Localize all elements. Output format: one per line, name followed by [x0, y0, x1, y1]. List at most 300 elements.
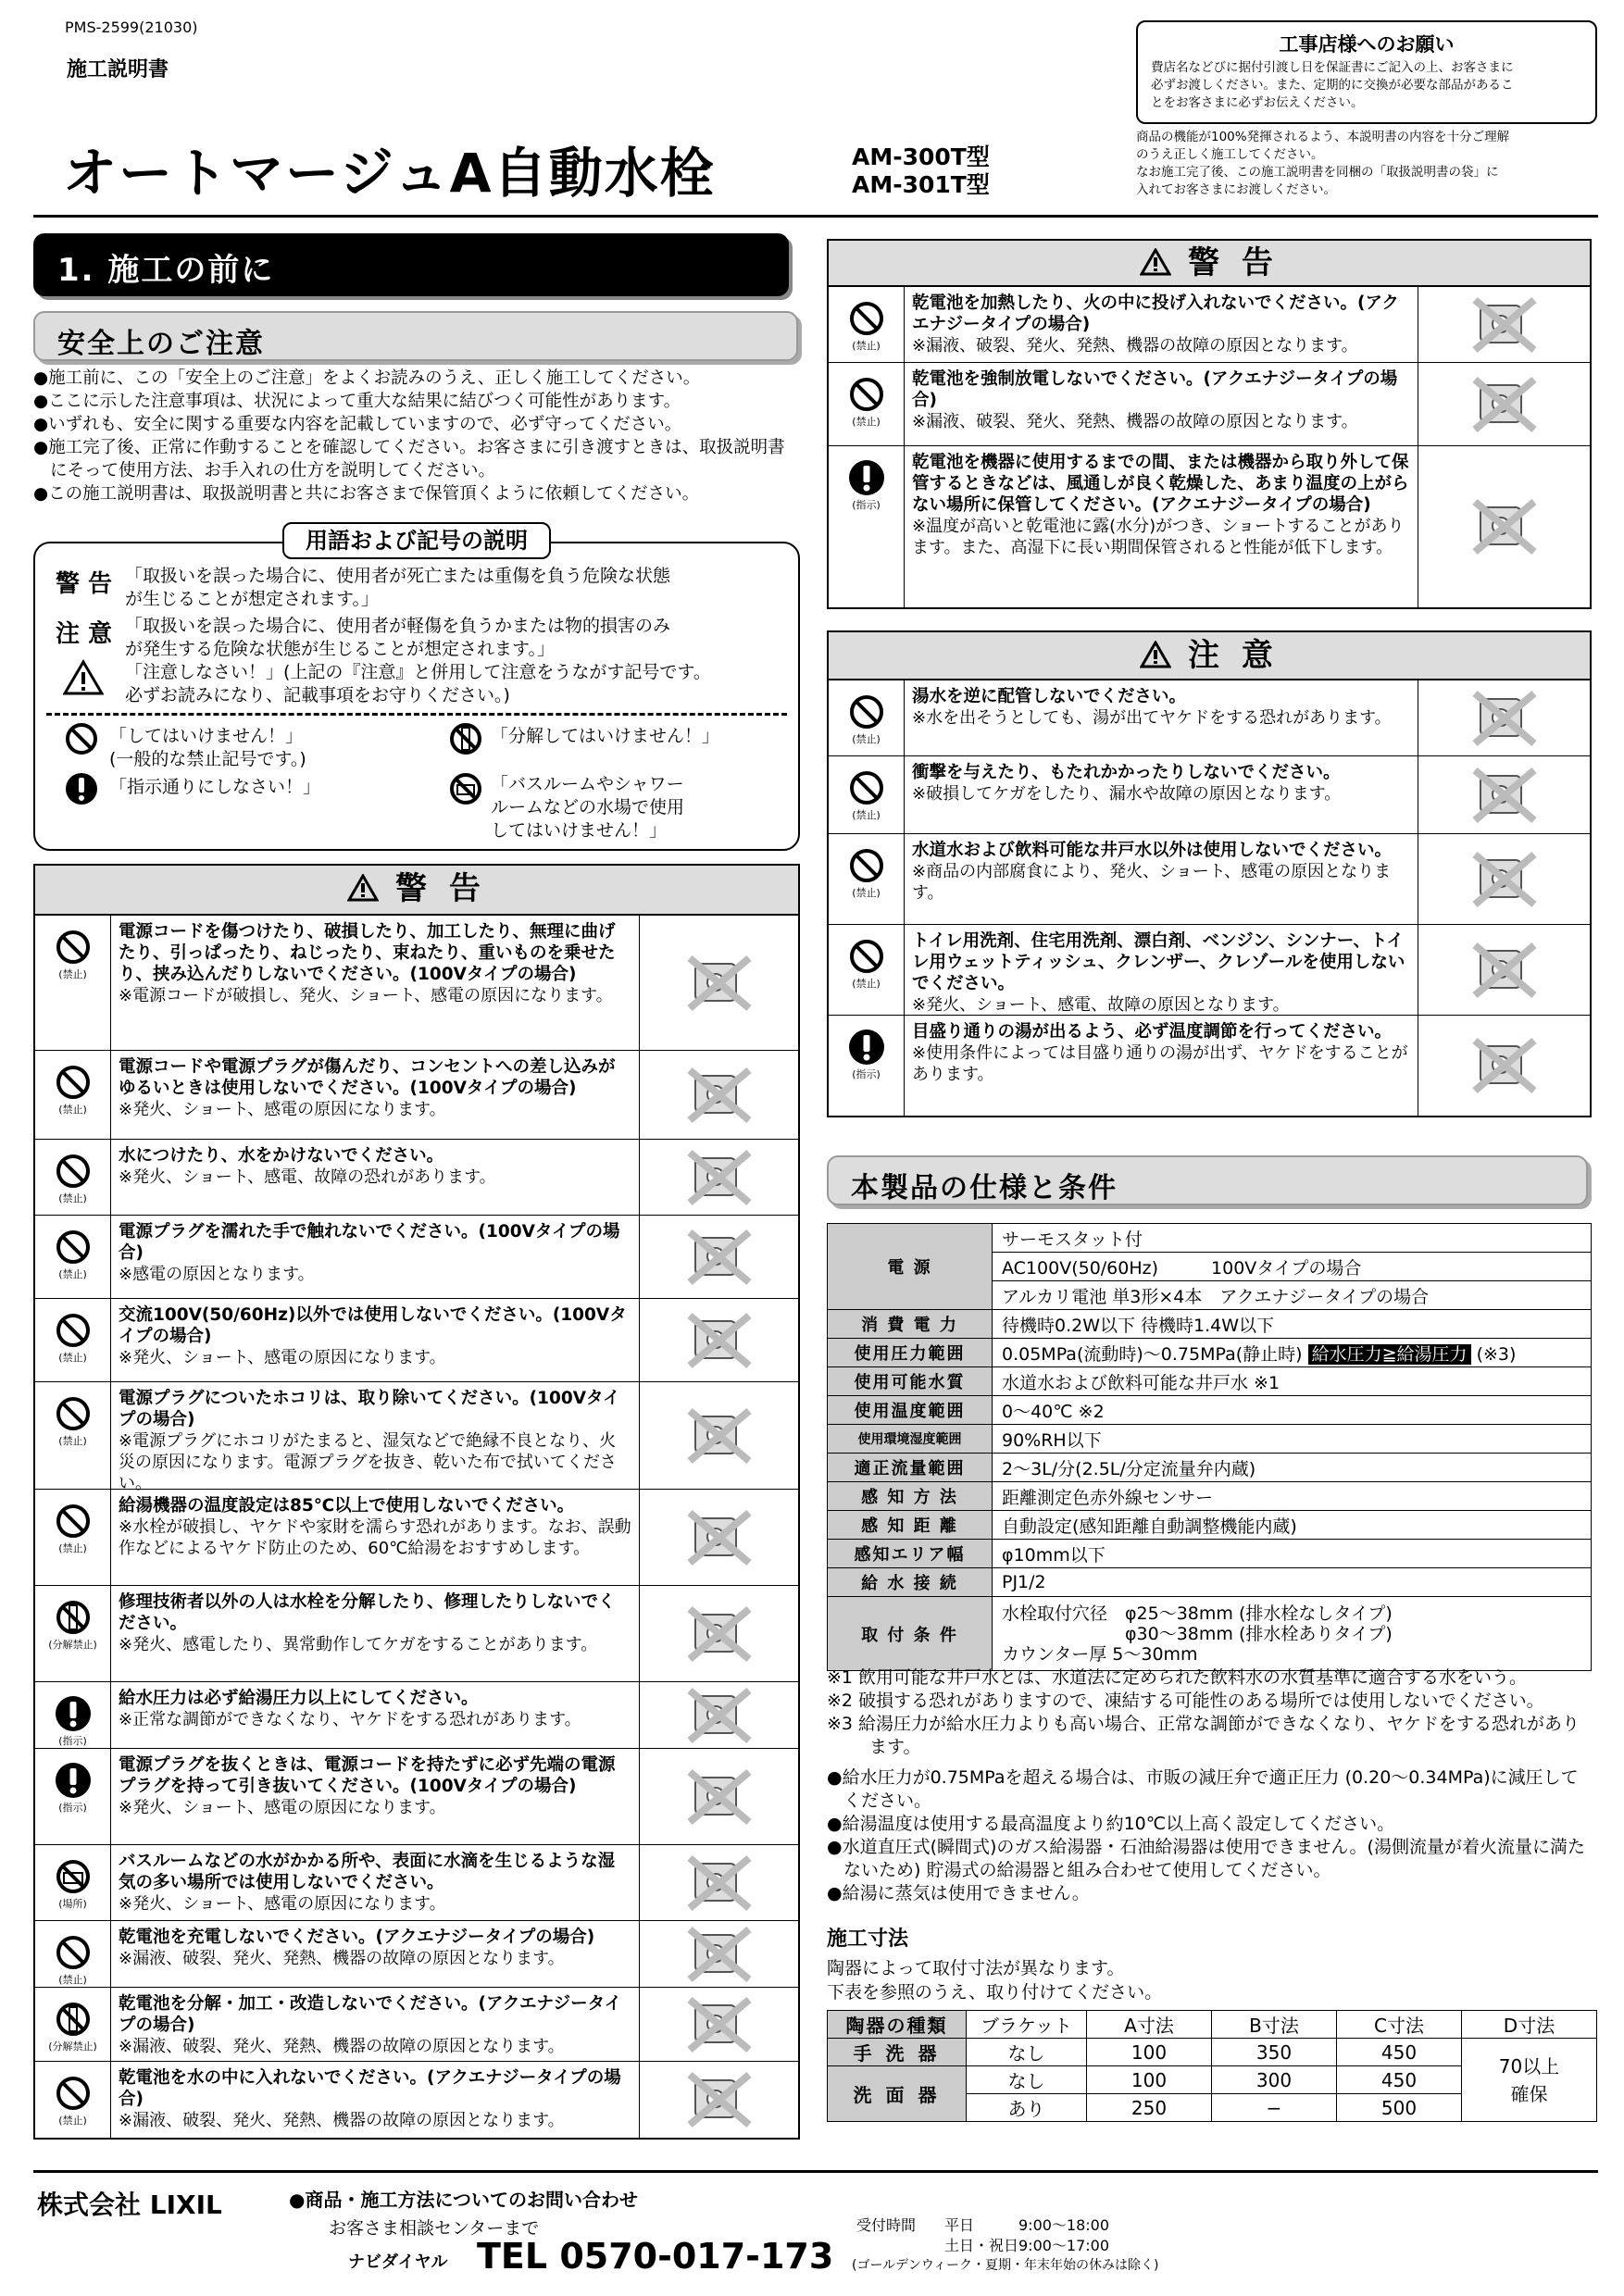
warning-text-cell [905, 446, 1418, 607]
illustration-icon [679, 1063, 760, 1128]
pressure-highlight: 給水圧力≧給湯圧力 [1308, 1344, 1471, 1365]
warning-sub-text: ※発火、ショート、感電の原因になります。 [119, 1348, 446, 1367]
symbol-label: (禁止) [852, 416, 881, 428]
installer-notice-text-2: 商品の機能が100%発揮されるよう、本説明書の内容を十分ご理解 のうえ正しく施工してください。 なお施工完了後、この施工説明書を同梱の「取扱説明書の袋」に 入れてお客さまにお渡しください。 [1136, 130, 1510, 197]
dim-header: B寸法 [1212, 2011, 1337, 2039]
illustration-icon [679, 1922, 760, 1987]
symbol-label: (禁止) [58, 1974, 87, 1986]
caution-heading: 注 意 [1188, 637, 1279, 674]
dimensions-title: 施工寸法 [827, 1928, 909, 1951]
warning-heading: 警 告 [1188, 244, 1279, 281]
warning-sub-text: ※漏液、破裂、発火、発熱、機器の故障の原因となります。 [912, 412, 1358, 431]
hours-weekend: 土日・祝日9:00〜17:00 [944, 2237, 1110, 2254]
warning-text-cell [111, 1490, 639, 1585]
illustration-icon [679, 2067, 760, 2132]
warning-illustration-cell [639, 1682, 798, 1748]
spec-title: 本製品の仕様と条件 [827, 1155, 1588, 1205]
warning-text-cell [111, 2062, 639, 2138]
illustration-icon [679, 1145, 760, 1210]
symbol-cell [35, 916, 111, 1050]
footnote: ※1 飲用可能な井戸水とは、水道法に定められた飲料水の水質基準に適合する水をいう。 [827, 1667, 1528, 1688]
warning-text-cell [905, 925, 1418, 1015]
warning-illustration-cell [639, 2062, 798, 2138]
table-row [828, 1597, 1592, 1671]
caution-triangle-icon [1140, 248, 1171, 276]
dim-cell: 500 [1337, 2094, 1462, 2122]
spec-key: 使用環境湿度範囲 [828, 1425, 993, 1454]
dim-header: D寸法 [1462, 2011, 1597, 2039]
illustration-icon [679, 1683, 760, 1748]
warning-illustration-cell [639, 1921, 798, 1987]
warning-main-text: バスルームなどの水がかかる所や、表面に水滴を生じるような湿気の多い場所では使用しないでください。 [119, 1852, 616, 1892]
illustration-icon [1464, 763, 1545, 828]
illustration-icon [1464, 293, 1545, 357]
spec-value: φ10mm以下 [993, 1540, 1592, 1568]
warning-main-text: 乾電池を水の中に入れないでください。(アクエナジータイプの場合) [119, 2068, 621, 2109]
warning-main-text: 衝撃を与えたり、もたれかかったりしないでください。 [912, 763, 1341, 782]
mount-line: 水栓取付穴径 φ25〜38mm (排水栓なしタイプ) [1002, 1603, 1393, 1624]
list-item: ● 施工完了後、正常に作動することを確認してください。お客さまに引き渡すときは、取扱説明書にそって使用方法、お手入れの仕方を説明してください。 [33, 436, 802, 482]
symbol-cell [829, 925, 905, 1015]
warning-definition: 「取扱いを誤った場合に、使用者が死亡または重傷を負う危険な状態 が生じることが想定されます。」 [125, 566, 671, 609]
disassemble-prohibit-icon [55, 1599, 92, 1636]
dim-d-value: 70以上 確保 [1462, 2039, 1597, 2122]
warning-row [35, 1749, 798, 1845]
inquiry-text: ●商品・施工方法についてのお問い合わせ [289, 2189, 639, 2211]
warning-sub-text: ※発火、ショート、感電、故障の原因となります。 [912, 995, 1290, 1015]
symbol-cell [35, 1586, 111, 1681]
spec-key: 使用温度範囲 [828, 1396, 993, 1425]
warning-illustration-cell [639, 1140, 798, 1215]
dim-cell: 350 [1212, 2039, 1337, 2066]
prohibit-icon [55, 1934, 92, 1971]
warning-text-cell [111, 1921, 639, 1987]
left-warning-table [33, 864, 800, 2140]
warning-row [35, 1140, 798, 1216]
warning-text-cell [111, 916, 639, 1050]
spec-bullet-list [827, 1766, 1595, 1905]
warning-text-cell [111, 1988, 639, 2061]
symbol-cell [35, 1382, 111, 1489]
disassemble-definition: 「分解してはいけません！」 [491, 726, 720, 746]
symbol-label: (禁止) [58, 2115, 87, 2127]
warning-sub-text: ※電源コードが破損し、発火、ショート、感電の原因になります。 [119, 986, 613, 1005]
warning-main-text: 湯水を逆に配管しないでください。 [912, 687, 1187, 706]
dim-header: C寸法 [1337, 2011, 1462, 2039]
warning-text-cell [111, 1299, 639, 1381]
list-item: ● 給湯に蒸気は使用できません。 [827, 1882, 1595, 1905]
warning-text-cell [111, 1682, 639, 1748]
spec-value [993, 1597, 1592, 1671]
spec-value: アルカリ電池 単3形×4本 アクエナジータイプの場合 [993, 1281, 1592, 1310]
disassemble-prohibit-icon [449, 722, 482, 755]
table-row [828, 1367, 1592, 1396]
table-row [828, 1482, 1592, 1511]
caution-triangle-icon [347, 874, 379, 902]
dim-key: 洗 面 器 [828, 2066, 967, 2122]
table-row [828, 1396, 1592, 1425]
warning-sub-text: ※発火、ショート、感電、故障の恐れがあります。 [119, 1167, 496, 1187]
disassemble-prohibit-icon [55, 2001, 92, 2038]
safety-bullet-list [33, 367, 802, 505]
company-name: 株式会社 LIXIL [37, 2190, 222, 2220]
warning-sub-text: ※使用条件によっては目盛り通りの湯が出ず、ヤケドをすることがあります。 [912, 1043, 1408, 1084]
table-row [828, 2011, 1597, 2039]
symbol-label: (禁止) [58, 1268, 87, 1280]
warning-text-cell [111, 1586, 639, 1681]
warning-sub-text: ※水を出そうとしても、湯が出てヤケドをする恐れがあります。 [912, 708, 1392, 728]
symbol-label: (禁止) [58, 1192, 87, 1204]
symbol-cell [35, 1051, 111, 1139]
prohibit-icon [848, 376, 885, 413]
warning-row [35, 1845, 798, 1921]
warning-row [35, 1382, 798, 1493]
phone-number[interactable]: TEL 0570-017-173 [477, 2236, 834, 2277]
left-warning-header [35, 866, 798, 916]
symbol-cell [35, 1490, 111, 1585]
warning-main-text: 電源コードや電源プラグが傷んだり、コンセントへの差し込みがゆるいときは使用しないでください。(100Vタイプの場合) [119, 1057, 616, 1098]
symbol-label: (禁止) [58, 1542, 87, 1554]
no-bathroom-icon [449, 772, 482, 805]
dim-cell: 300 [1212, 2066, 1337, 2094]
table-row [828, 1310, 1592, 1339]
symbol-cell [35, 1749, 111, 1844]
prohibit-definition: 「してはいけません！」 (一般的な禁止記号です。) [109, 726, 306, 769]
list-item: ● 給湯温度は使用する最高温度より約10℃以上高く設定してください。 [827, 1813, 1595, 1836]
warning-row [35, 1490, 798, 1586]
warning-illustration-cell [1418, 756, 1590, 833]
spec-value: 待機時0.2W以下 待機時1.4W以下 [993, 1310, 1592, 1339]
symbol-cell [35, 1682, 111, 1748]
illustration-icon [1464, 1033, 1545, 1098]
warning-main-text: 水道水および飲料可能な井戸水以外は使用しないでください。 [912, 841, 1393, 860]
illustration-icon [1464, 686, 1545, 751]
page-title: オートマージュA自動水栓 [63, 142, 716, 205]
dim-key: 手 洗 器 [828, 2039, 967, 2066]
warning-sub-text: ※電源プラグにホコリがたまると、湿気などで絶縁不良となり、火災の原因になります。電源プラグを抜き、乾いた布で拭いてください。 [119, 1431, 617, 1493]
symbol-cell [829, 287, 905, 362]
prohibit-icon [55, 1395, 92, 1432]
hours-note: (ゴールデンウィーク・夏期・年末年始の休みは除く) [852, 2258, 1159, 2273]
dim-cell: 100 [1087, 2039, 1212, 2066]
dim-header: A寸法 [1087, 2011, 1212, 2039]
instruct-icon [55, 1762, 92, 1799]
symbol-label: (指示) [58, 1735, 87, 1747]
illustration-icon [679, 1225, 760, 1290]
installer-notice-title: 工事店様へのお願い [1279, 33, 1455, 56]
symbol-cell [35, 2062, 111, 2138]
dim-cell: なし [967, 2066, 1087, 2094]
dimensions-intro-2: 下表を参照のうえ、取り付けてください。 [827, 1982, 1163, 2003]
warning-illustration-cell [639, 1490, 798, 1585]
warning-illustration-cell [639, 1051, 798, 1139]
warning-sub-text: ※漏液、破裂、発火、発熱、機器の故障の原因となります。 [119, 2111, 565, 2130]
prohibit-icon [65, 722, 98, 755]
warning-row [829, 680, 1590, 756]
warning-row [35, 1586, 798, 1682]
symbol-label: (分解禁止) [48, 1639, 97, 1651]
warning-row [35, 916, 798, 1051]
warning-row [829, 363, 1590, 446]
prohibit-icon [55, 1229, 92, 1266]
instruct-icon [55, 1695, 92, 1732]
symbol-label: (禁止) [852, 809, 881, 821]
symbol-label: (禁止) [58, 1104, 87, 1116]
symbol-label: (分解禁止) [48, 2040, 97, 2053]
illustration-icon [679, 1308, 760, 1373]
dim-header: 陶器の種類 [828, 2011, 967, 2039]
warning-main-text: 給水圧力は必ず給湯圧力以上にしてください。 [119, 1689, 479, 1708]
symbol-label: (場所) [58, 1898, 87, 1910]
list-item: ● この施工説明書は、取扱説明書と共にお客さまで保管頂くように依頼してください。 [33, 482, 802, 505]
symbol-cell [829, 363, 905, 445]
warning-illustration-cell [1418, 1016, 1590, 1116]
symbol-label: (禁止) [852, 887, 881, 899]
caution-definition: 「取扱いを誤った場合に、使用者が軽傷を負うかまたは物的損害のみ が発生する危険な状態が生じることが想定されます。」 [125, 616, 671, 659]
dim-cell: 450 [1337, 2066, 1462, 2094]
symbol-label: (禁止) [852, 340, 881, 352]
illustration-icon [679, 1992, 760, 2057]
warning-text-cell [905, 1016, 1418, 1116]
dim-cell: 100 [1087, 2066, 1212, 2094]
warning-row [35, 1299, 798, 1382]
warning-sub-text: ※漏液、破裂、発火、発熱、機器の故障の原因となります。 [119, 1949, 565, 1968]
table-row [828, 1454, 1592, 1482]
spec-key: 使用圧力範囲 [828, 1339, 993, 1367]
warning-key: 警 告 [56, 570, 113, 598]
warning-row [829, 925, 1590, 1016]
illustration-icon [1464, 494, 1545, 559]
spec-value: 距離測定色赤外線センサー [993, 1482, 1592, 1511]
warning-row [829, 446, 1590, 607]
dimensions-intro-1: 陶器によって取付寸法が異なります。 [827, 1958, 1125, 1978]
warning-text-cell [905, 287, 1418, 362]
illustration-icon [679, 951, 760, 1016]
caution-triangle-icon [1140, 641, 1171, 668]
caution-triangle-icon [63, 659, 104, 696]
dimensions-table [827, 2010, 1597, 2122]
illustration-icon [1464, 938, 1545, 1003]
symbol-label: (禁止) [852, 733, 881, 745]
dim-cell: 450 [1337, 2039, 1462, 2066]
warning-main-text: 電源プラグについたホコリは、取り除いてください。(100Vタイプの場合) [119, 1389, 620, 1429]
instruct-definition: 「指示通りにしなさい！」 [109, 777, 321, 797]
illustration-icon [679, 1505, 760, 1570]
warning-row [35, 1216, 798, 1299]
prohibit-icon [848, 693, 885, 730]
prohibit-icon [848, 769, 885, 806]
warning-row [35, 1682, 798, 1749]
dim-cell: − [1212, 2094, 1337, 2122]
footnote: ※3 給湯圧力が給水圧力よりも高い場合、正常な調節ができなくなり、ヤケドをする恐れがあります。 [827, 1714, 1580, 1757]
footer-divider [33, 2170, 1598, 2173]
model-number-1: AM-300T型 [852, 144, 990, 170]
warning-sub-text: ※発火、感電したり、異常動作してケガをすることがあります。 [119, 1635, 598, 1654]
warning-text-cell [111, 1216, 639, 1298]
right-caution-table [827, 630, 1592, 1117]
warning-main-text: 乾電池を充電しないでください。(アクエナジータイプの場合) [119, 1928, 595, 1947]
footnote: ※2 破損する恐れがありますので、凍結する可能性のある場所では使用しないでください。 [827, 1691, 1544, 1711]
warning-illustration-cell [639, 1586, 798, 1681]
table-row [828, 1511, 1592, 1540]
symbol-cell [829, 834, 905, 924]
warning-sub-text: ※発火、ショート、感電の原因になります。 [119, 1798, 446, 1817]
dim-header: ブラケット [967, 2011, 1087, 2039]
spec-key: 感 知 方 法 [828, 1482, 993, 1511]
illustration-icon [1464, 847, 1545, 912]
terms-divider [46, 713, 787, 716]
caution-symbol-definition: 「注意しなさい！」(上記の『注意』と併用して注意をうながす記号です。 必ずお読みになり、記載事項をお守りください。) [125, 662, 711, 705]
spec-value: 2〜3L/分(2.5L/分定流量弁内蔵) [993, 1454, 1592, 1482]
warning-main-text: 電源プラグを濡れた手で触れないでください。(100Vタイプの場合) [119, 1222, 620, 1263]
table-row [828, 1224, 1592, 1253]
warning-text-cell [905, 680, 1418, 755]
warning-sub-text: ※漏液、破裂、発火、発熱、機器の故障の原因となります。 [119, 2037, 565, 2056]
mount-line: カウンター厚 5〜30mm [1002, 1643, 1198, 1665]
list-item: ● 施工前に、この「安全上のご注意」をよくお読みのうえ、正しく施工してください。 [33, 367, 802, 390]
warning-heading: 警 告 [395, 870, 486, 907]
spec-value [993, 1339, 1592, 1367]
warning-illustration-cell [639, 1988, 798, 2061]
table-row [828, 2039, 1597, 2066]
model-number-2: AM-301T型 [852, 171, 990, 198]
spec-value: サーモスタット付 [993, 1224, 1592, 1253]
illustration-icon [1464, 372, 1545, 437]
spec-value: PJ1/2 [993, 1568, 1592, 1597]
warning-illustration-cell [639, 1749, 798, 1844]
warning-sub-text: ※破損してケガをしたり、漏水や故障の原因となります。 [912, 784, 1342, 804]
prohibit-icon [848, 847, 885, 884]
right-warning-header [829, 241, 1590, 287]
symbol-label: (指示) [852, 499, 881, 511]
prohibit-icon [55, 2075, 92, 2112]
warning-text-cell [111, 1749, 639, 1844]
warning-main-text: 乾電池を強制放電しないでください。(アクエナジータイプの場合) [912, 369, 1398, 410]
prohibit-icon [55, 929, 92, 966]
illustration-icon [679, 1765, 760, 1829]
dim-cell: なし [967, 2039, 1087, 2066]
right-warning-table [827, 239, 1592, 609]
prohibit-icon [55, 1064, 92, 1101]
warning-text-cell [905, 756, 1418, 833]
illustration-icon [679, 1404, 760, 1468]
warning-row [829, 834, 1590, 925]
header-divider [33, 215, 1598, 218]
warning-sub-text: ※商品の内部腐食により、発火、ショート、感電の原因となります。 [912, 862, 1392, 903]
warning-sub-text: ※漏液、破裂、発火、発熱、機器の故障の原因となります。 [912, 336, 1358, 356]
symbol-cell [35, 1299, 111, 1381]
warning-main-text: 乾電池を分解・加工・改造しないでください。(アクエナジータイプの場合) [119, 1994, 622, 2035]
warning-text-cell [111, 1382, 639, 1493]
spec-key: 消 費 電 力 [828, 1310, 993, 1339]
spec-value: 90%RH以下 [993, 1425, 1592, 1454]
warning-text-cell [111, 1051, 639, 1139]
warning-illustration-cell [639, 916, 798, 1050]
list-item: ● 給水圧力が0.75MPaを超える場合は、市販の減圧弁で適正圧力 (0.20〜0.34MPa)に減圧してください。 [827, 1766, 1595, 1813]
prohibit-icon [55, 1312, 92, 1349]
symbol-label: (指示) [852, 1068, 881, 1080]
spec-key: 使用可能水質 [828, 1367, 993, 1396]
table-row [828, 1568, 1592, 1597]
warning-illustration-cell [639, 1299, 798, 1381]
warning-text-cell [111, 1845, 639, 1920]
symbol-cell [829, 680, 905, 755]
center-text: お客さま相談センターまで [329, 2218, 540, 2239]
prohibit-icon [848, 938, 885, 975]
warning-sub-text: ※水栓が破損し、ヤケドや家財を濡らす恐れがあります。なお、誤動作などによるヤケド防止のため、60℃給湯をおすすめします。 [119, 1517, 631, 1558]
warning-text-cell [111, 1140, 639, 1215]
warning-row [35, 1988, 798, 2062]
warning-main-text: 目盛り通りの湯が出るよう、必ず温度調節を行ってください。 [912, 1022, 1393, 1042]
hours-label: 受付時間 [856, 2216, 917, 2234]
dim-cell: あり [967, 2094, 1087, 2122]
warning-illustration-cell [1418, 925, 1590, 1015]
symbol-cell [35, 1140, 111, 1215]
installer-notice-box [1136, 20, 1597, 124]
spec-key: 感知エリア幅 [828, 1540, 993, 1568]
warning-sub-text: ※発火、ショート、感電の原因になります。 [119, 1894, 446, 1914]
terms-title: 用語および記号の説明 [282, 522, 551, 559]
symbol-label: (禁止) [58, 1435, 87, 1447]
spec-key: 電 源 [828, 1224, 993, 1310]
dim-cell: 250 [1087, 2094, 1212, 2122]
warning-sub-text: ※温度が高いと乾電池に露(水分)がつき、ショートすることがあります。また、高湿下に長い期間保管されると性能が低下します。 [912, 517, 1405, 557]
navi-dial-label: ナビダイヤル [348, 2252, 448, 2272]
spec-value: 0〜40℃ ※2 [993, 1396, 1592, 1425]
warning-main-text: トイレ用洗剤、住宅用洗剤、漂白剤、ベンジン、シンナー、トイレ用ウェットティッシュ、クレンザー、クレゾールを使用しないでください。 [912, 931, 1405, 993]
warning-main-text: 水につけたり、水をかけないでください。 [119, 1146, 444, 1166]
spec-value: 水道水および飲料可能な井戸水 ※1 [993, 1367, 1592, 1396]
hours-weekday: 平日 9:00〜18:00 [944, 2216, 1110, 2234]
warning-main-text: 乾電池を機器に使用するまでの間、または機器から取り外して保管するときなどは、風通しが良く乾燥した、あまり温度の上がらない場所に保管してください。(アクエナジータイプの場合) [912, 453, 1409, 515]
list-item: ● いずれも、安全に関する重要な内容を記載していますので、必ず守ってください。 [33, 413, 802, 436]
symbol-cell [829, 446, 905, 607]
warning-illustration-cell [1418, 680, 1590, 755]
document-type: 施工説明書 [67, 58, 169, 81]
table-row [828, 1540, 1592, 1568]
symbol-cell [35, 1988, 111, 2061]
warning-row [829, 756, 1590, 834]
spec-key: 適正流量範囲 [828, 1454, 993, 1482]
warning-sub-text: ※感電の原因となります。 [119, 1265, 315, 1284]
instruct-icon [848, 459, 885, 496]
prohibit-icon [55, 1503, 92, 1540]
table-row [828, 1425, 1592, 1454]
warning-illustration-cell [639, 1382, 798, 1489]
list-item: ● ここに示した注意事項は、状況によって重大な結果に結びつく可能性があります。 [33, 390, 802, 413]
symbol-cell [35, 1216, 111, 1298]
warning-text-cell [905, 834, 1418, 924]
spec-footnotes [827, 1666, 1595, 1759]
caution-key: 注 意 [56, 620, 113, 648]
table-row [828, 1339, 1592, 1367]
warning-main-text: 給湯機器の温度設定は85℃以上で使用しないでください。 [119, 1496, 575, 1516]
warning-text-cell [905, 363, 1418, 445]
illustration-icon [679, 1851, 760, 1915]
right-caution-header [829, 632, 1590, 680]
warning-illustration-cell [1418, 446, 1590, 607]
symbol-cell [35, 1921, 111, 1987]
prohibit-icon [55, 1153, 92, 1190]
spec-value: 自動設定(感知距離自動調整機能内蔵) [993, 1511, 1592, 1540]
bathroom-definition: 「バスルームやシャワー ルームなどの水場で使用 してはいけません！」 [491, 774, 685, 841]
symbol-cell [829, 1016, 905, 1116]
illustration-icon [679, 1602, 760, 1666]
document-id: PMS-2599(21030) [65, 19, 198, 36]
instruct-icon [65, 772, 98, 805]
warning-illustration-cell [1418, 834, 1590, 924]
pressure-range: 0.05MPa(流動時)〜0.75MPa(静止時) [1002, 1343, 1303, 1365]
